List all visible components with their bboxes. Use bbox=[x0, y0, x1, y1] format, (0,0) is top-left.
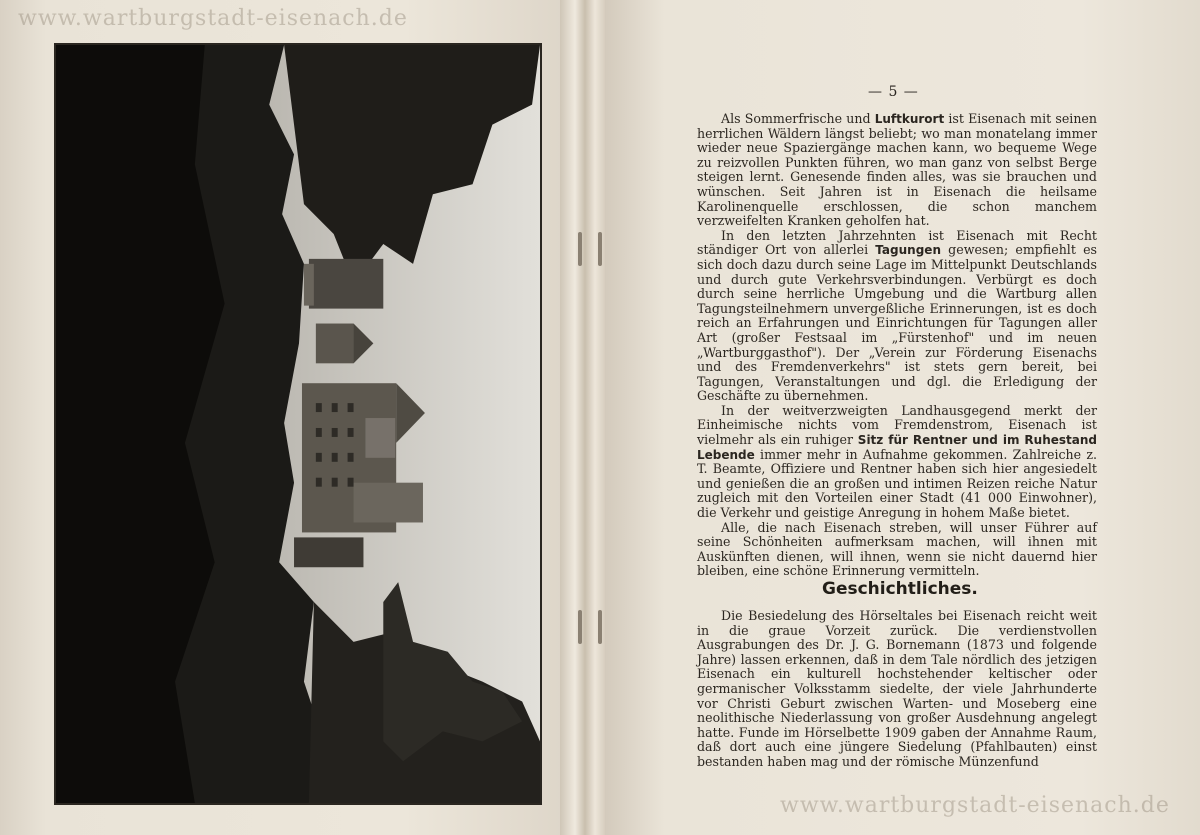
castle-photo-image bbox=[56, 45, 540, 803]
staple bbox=[598, 610, 602, 644]
paragraph-text: ist Eisenach mit seinen herrlichen Wäldern längst beliebt; wo man monatelang immer wieder neue Spaziergänge machen kann, wo bequeme Wege zu reizvollen Punkten führen, wo man ganz von selbst Berge steigen lernt. Genesende finden alles, was sie brauchen und wünschen. Seit Jahren ist in Eisenach die heilsame Karolinenquelle erschlossen, die schon manchem verzweifelten Kranken geholfen hat. bbox=[697, 111, 1097, 229]
castle-photograph bbox=[54, 43, 542, 805]
staple bbox=[578, 232, 582, 266]
watermark-bottom: www.wartburgstadt-eisenach.de bbox=[780, 793, 1170, 818]
body-text bbox=[697, 112, 1097, 579]
paragraph bbox=[697, 521, 1097, 579]
paragraph bbox=[697, 404, 1097, 521]
emphasis-term: Luftkurort bbox=[874, 112, 945, 126]
watermark-top: www.wartburgstadt-eisenach.de bbox=[18, 6, 408, 31]
emphasis-term: Sitz für Rentner und im Ruhestand Lebende bbox=[697, 433, 1098, 462]
paragraph bbox=[697, 229, 1097, 404]
paragraph-text: immer mehr in Aufnahme gekommen. Zahlreiche z. T. Beamte, Offiziere und Rentner haben sich hier angesiedelt und genießen die an großen und intimen Reizen reiche Natur zugleich mit den Vorteilen einer Stadt (41 000 Einwohner), die Verkehr und geistige Anregung in hohem Maße bietet. bbox=[697, 446, 1097, 521]
staple bbox=[598, 232, 602, 266]
paragraph-text: Alle, die nach Eisenach streben, will unser Führer auf seine Schönheiten aufmerksam machen, will ihnen mit Auskünften dienen, will ihnen, wenn sie nicht dauernd hier bleiben, eine schöne Erinnerung vermitteln. bbox=[697, 519, 1097, 579]
paragraph-text: In den letzten Jahrzehnten ist Eisenach mit Recht ständiger Ort von allerlei bbox=[697, 227, 1097, 258]
page-number: — 5 — bbox=[868, 84, 919, 100]
emphasis-term: Tagungen bbox=[875, 243, 941, 258]
paragraph-text: gewesen; empfiehlt es sich doch dazu durch seine Lage im Mittelpunkt Deutschlands und durch gute Verkehrsverbindungen. Verbürgt es doch durch seine herrliche Umgebung und die Wartburg allen Tagungsteilnehmern unvergeßliche Erinnerungen, ist es doch reich an Erfahrungen und Einrichtungen für Tagungen aller Art (großer Festsaal im „Fürstenhof" und im neuen „Wartburggasthof"). Der „Verein zur Förderung Eisenachs und des Fremdenverkehrs" ist stets gern bereit, bei Tagungen, Veranstaltungen und dgl. die Erledigung der Geschäfte zu übernehmen. bbox=[697, 242, 1097, 404]
paragraph: Die Besiedelung des Hörseltales bei Eisenach reicht weit in die graue Vorzeit zurück. Die verdienstvollen Ausgrabungen des Dr. J. G. Bornemann (1873 und folgende Jahre) lassen erkennen, daß in dem Tale nördlich des jetzigen Eisenach ein kulturell hochstehender keltischer oder germanischer Volksstamm siedelte, der viele Jahrhunderte vor Christi Geburt zwischen Warten- und Moseberg eine neolithische Niederlassung von großer Ausdehnung angelegt hatte. Funde im Hörselbette 1909 gaben der Annahme Raum, daß dort auch eine jüngere Siedelung (Pfahlbauten) einst bestanden haben mag und der römische Münzenfund bbox=[697, 608, 1097, 769]
section-heading: Geschichtliches. bbox=[822, 579, 978, 599]
staple bbox=[578, 610, 582, 644]
paragraph-text: Als Sommerfrische und bbox=[721, 111, 875, 126]
section-body-text bbox=[697, 609, 1097, 770]
book-gutter bbox=[560, 0, 610, 835]
paragraph bbox=[697, 112, 1097, 229]
paragraph-text: In der weitverzweigten Landhausgegend merkt der Einheimische nichts vom Fremdenstrom, Eisenach ist vielmehr als ein ruhiger bbox=[697, 402, 1097, 448]
